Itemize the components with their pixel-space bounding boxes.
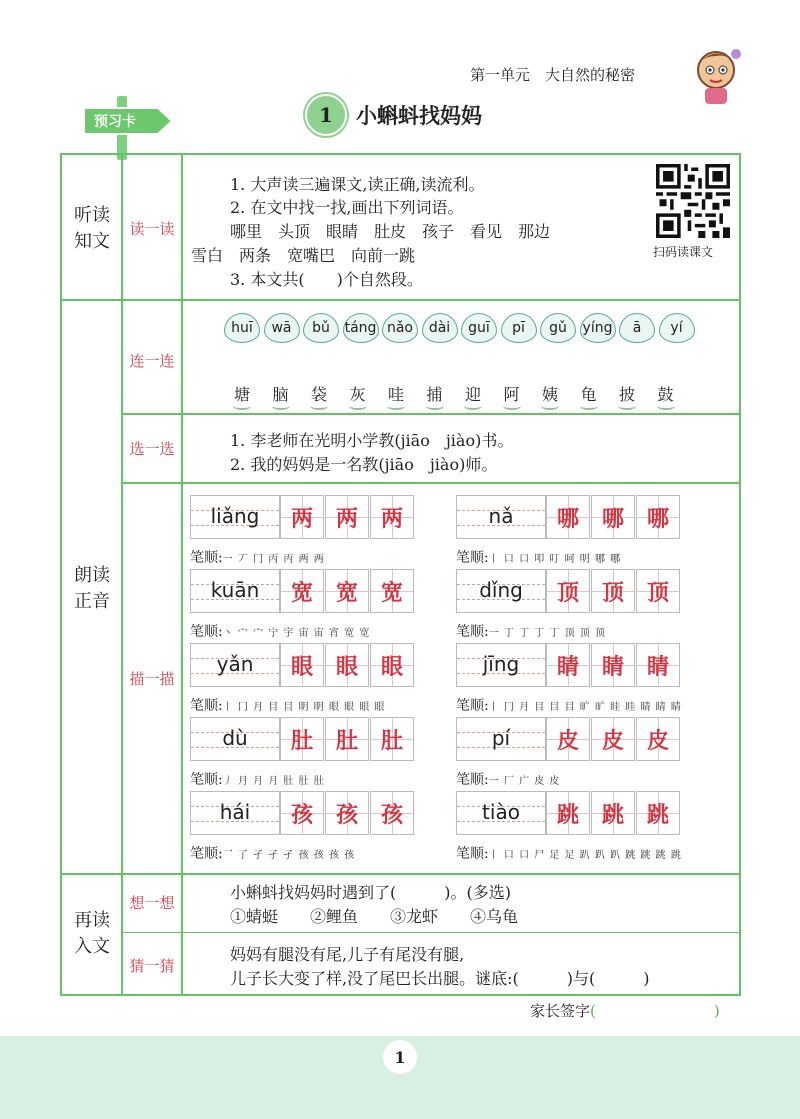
divider <box>123 413 739 415</box>
stroke-order <box>190 547 325 567</box>
hanzi-word[interactable]: 姨 <box>541 385 558 404</box>
stroke-sequence: 丿 月 月 月 肚 肚 肚 <box>222 776 325 787</box>
stroke-sequence: 丨 冂 月 目 目 目 旷 旷 眭 眭 睛 睛 睛 <box>488 702 682 713</box>
parent-signature[interactable] <box>530 1000 720 1021</box>
reading-line-2: 2. 在文中找一找,画出下列词语。 <box>230 198 464 217</box>
hanzi-word[interactable]: 哇 <box>387 385 404 404</box>
char-tracing-box[interactable]: 睛 <box>636 643 680 687</box>
think-question: 小蝌蚪找妈妈时遇到了( )。(多选) <box>230 883 511 902</box>
char-tracing-box[interactable]: 两 <box>280 495 324 539</box>
stroke-order <box>190 621 370 641</box>
sprout-icon <box>541 402 559 410</box>
char-tracing-box[interactable]: 顶 <box>546 569 590 613</box>
tag-label: 预习卡 <box>94 114 136 130</box>
char-tracing-box[interactable]: 跳 <box>591 791 635 835</box>
qr-code-icon[interactable] <box>656 164 730 238</box>
hanzi-word[interactable]: 阿 <box>503 385 520 404</box>
qr-caption: 扫码读课文 <box>653 245 714 259</box>
stroke-order <box>456 843 682 863</box>
pinyin-leaf[interactable]: guī <box>461 313 497 343</box>
pinyin-text: jīng <box>482 652 520 676</box>
stroke-label: 笔顺: <box>190 846 223 862</box>
char-tracing-box[interactable]: 眼 <box>280 643 324 687</box>
char-tracing-box[interactable]: 宽 <box>370 569 414 613</box>
stroke-label: 笔顺: <box>190 698 223 714</box>
divider <box>123 932 739 933</box>
pinyin-text: yǎn <box>216 652 254 676</box>
stroke-order <box>456 769 560 789</box>
stroke-order <box>456 547 621 567</box>
pinyin-box <box>456 569 546 613</box>
divider <box>181 155 183 994</box>
lesson-number: 1 <box>305 94 347 136</box>
pinyin-leaf[interactable]: táng <box>343 313 379 343</box>
stroke-sequence: 一 丁 丁 丁 丁 顶 顶 顶 <box>488 628 606 639</box>
char-tracing-box[interactable]: 皮 <box>636 717 680 761</box>
pinyin-text: dù <box>222 726 248 750</box>
pinyin-leaf[interactable]: huī <box>224 313 260 343</box>
pinyin-leaf[interactable]: dài <box>422 313 458 343</box>
page-number: 1 <box>383 1040 417 1074</box>
sprout-icon <box>503 402 521 410</box>
char-tracing-box[interactable]: 孩 <box>280 791 324 835</box>
stroke-order <box>190 843 355 863</box>
stroke-label: 笔顺: <box>456 624 489 640</box>
pinyin-leaf[interactable]: yí <box>659 313 695 343</box>
lesson-title: 小蝌蚪找妈妈 <box>356 103 482 128</box>
guess-line-1: 妈妈有腿没有尾,儿子有尾没有腿, <box>230 945 465 964</box>
reading-line-1: 1. 大声读三遍课文,读正确,读流利。 <box>230 175 485 194</box>
reading-words-1: 哪里 头顶 眼睛 肚皮 孩子 看见 那边 <box>230 222 551 241</box>
char-tracing-box[interactable]: 肚 <box>280 717 324 761</box>
hanzi-word[interactable]: 袋 <box>310 385 327 404</box>
pinyin-box <box>456 791 546 835</box>
preview-card-tag <box>82 106 174 136</box>
char-tracing-box[interactable]: 宽 <box>280 569 324 613</box>
sprout-icon <box>580 402 598 410</box>
sprout-icon <box>618 402 636 410</box>
sprout-icon <box>426 402 444 410</box>
char-tracing-box[interactable]: 睛 <box>591 643 635 687</box>
sublabel-trace: 描一描 <box>129 670 175 688</box>
stroke-label: 笔顺: <box>456 698 489 714</box>
char-tracing-box[interactable]: 肚 <box>370 717 414 761</box>
divider <box>123 482 739 484</box>
hanzi-word[interactable]: 迎 <box>464 385 481 404</box>
char-tracing-box[interactable]: 皮 <box>591 717 635 761</box>
pinyin-leaf[interactable]: wā <box>264 313 300 343</box>
char-tracing-box[interactable]: 眼 <box>370 643 414 687</box>
pinyin-box <box>190 495 280 539</box>
pinyin-leaf[interactable]: pī <box>501 313 537 343</box>
stroke-sequence: 丨 口 口 尸 足 足 趴 趴 趴 跳 跳 跳 跳 <box>488 850 682 861</box>
section-read-aloud: 朗读 正音 <box>74 565 110 612</box>
sign-label: 家长签字 <box>530 1002 591 1020</box>
hanzi-word[interactable]: 捕 <box>426 385 443 404</box>
char-tracing-box[interactable]: 皮 <box>546 717 590 761</box>
stroke-order <box>456 621 606 641</box>
char-tracing-box[interactable]: 睛 <box>546 643 590 687</box>
reading-words-2: 雪白 两条 宽嘴巴 向前一跳 <box>191 246 416 265</box>
unit-title: 第一单元 大自然的秘密 <box>470 66 636 84</box>
char-tracing-box[interactable]: 宽 <box>325 569 369 613</box>
hanzi-word[interactable]: 披 <box>618 385 635 404</box>
pinyin-text: nǎ <box>488 504 514 528</box>
sprout-icon <box>349 402 367 410</box>
hanzi-word[interactable]: 鼓 <box>657 385 674 404</box>
sublabel-read: 读一读 <box>129 220 175 238</box>
stroke-sequence: 丶 宀 宀 宁 宇 宙 宙 宵 宽 宽 <box>222 628 371 639</box>
char-tracing-box[interactable]: 顶 <box>636 569 680 613</box>
choose-line-2: 2. 我的妈妈是一名教(jiāo jiào)师。 <box>230 455 498 474</box>
sprout-icon <box>657 402 675 410</box>
char-tracing-box[interactable]: 哪 <box>591 495 635 539</box>
sublabel-guess: 猜一猜 <box>129 957 175 975</box>
char-tracing-box[interactable]: 顶 <box>591 569 635 613</box>
stroke-label: 笔顺: <box>190 624 223 640</box>
mascot-icon <box>688 44 744 108</box>
sprout-icon <box>464 402 482 410</box>
char-tracing-box[interactable]: 跳 <box>636 791 680 835</box>
stroke-sequence: 一 厂 广 皮 皮 <box>488 776 561 787</box>
char-tracing-box[interactable]: 哪 <box>546 495 590 539</box>
char-tracing-box[interactable]: 两 <box>325 495 369 539</box>
divider <box>62 299 739 301</box>
sublabel-think: 想一想 <box>129 894 175 912</box>
section-listen-read: 听读 知文 <box>74 205 110 252</box>
section-reread: 再读 入文 <box>74 910 110 957</box>
sprout-icon <box>272 402 290 410</box>
pinyin-leaf[interactable]: gǔ <box>540 313 576 343</box>
char-tracing-box[interactable]: 肚 <box>325 717 369 761</box>
stroke-order <box>190 769 325 789</box>
hanzi-word[interactable]: 塘 <box>233 385 250 404</box>
pinyin-text: pí <box>491 726 511 750</box>
sprout-icon <box>310 402 328 410</box>
pinyin-box <box>190 569 280 613</box>
choose-line-1: 1. 李老师在光明小学教(jiāo jiào)书。 <box>230 431 514 450</box>
stroke-sequence: 一 丆 冂 丙 丙 两 两 <box>222 554 325 565</box>
pinyin-box <box>456 643 546 687</box>
sprout-icon <box>233 402 251 410</box>
divider <box>62 873 739 875</box>
pinyin-box <box>190 643 280 687</box>
sprout-icon <box>387 402 405 410</box>
stroke-order <box>456 695 682 715</box>
stroke-sequence: 乛 了 孑 孑 孑 孩 孩 孩 孩 <box>222 850 356 861</box>
pinyin-box <box>190 791 280 835</box>
pinyin-text: liǎng <box>210 504 260 528</box>
stroke-label: 笔顺: <box>456 846 489 862</box>
reading-line-3: 3. 本文共( )个自然段。 <box>230 270 423 289</box>
char-tracing-box[interactable]: 跳 <box>546 791 590 835</box>
pinyin-leaf[interactable]: bǔ <box>303 313 339 343</box>
stroke-order <box>190 695 386 715</box>
char-tracing-box[interactable]: 孩 <box>370 791 414 835</box>
char-tracing-box[interactable]: 哪 <box>636 495 680 539</box>
char-tracing-box[interactable]: 眼 <box>325 643 369 687</box>
sign-close: ) <box>713 1002 720 1020</box>
pinyin-box <box>190 717 280 761</box>
guess-line-2: 儿子长大变了样,没了尾巴长出腿。谜底:( )与( ) <box>230 969 650 988</box>
stroke-label: 笔顺: <box>456 550 489 566</box>
pinyin-text: dǐng <box>479 578 523 602</box>
stroke-sequence: 丨 口 口 叩 叮 呵 明 哪 哪 <box>488 554 622 565</box>
hanzi-word[interactable]: 灰 <box>349 385 366 404</box>
hanzi-word[interactable]: 龟 <box>580 385 597 404</box>
pinyin-leaf[interactable]: nǎo <box>382 313 418 343</box>
pinyin-text: tiào <box>482 800 520 824</box>
pinyin-box <box>456 717 546 761</box>
pinyin-text: kuān <box>210 578 260 602</box>
sign-open: ( <box>590 1002 596 1020</box>
char-tracing-box[interactable]: 两 <box>370 495 414 539</box>
think-options: ①蜻蜓 ②鲤鱼 ③龙虾 ④乌龟 <box>230 907 519 926</box>
stroke-label: 笔顺: <box>190 550 223 566</box>
char-tracing-box[interactable]: 孩 <box>325 791 369 835</box>
pinyin-leaf[interactable]: ā <box>619 313 655 343</box>
pinyin-leaf[interactable]: yíng <box>580 313 616 343</box>
hanzi-word[interactable]: 脑 <box>272 385 289 404</box>
stroke-label: 笔顺: <box>456 772 489 788</box>
stroke-sequence: 丨 冂 月 目 目 眀 眀 眼 眼 眼 眼 <box>222 702 386 713</box>
sublabel-choose: 选一选 <box>129 440 175 458</box>
pinyin-box <box>456 495 546 539</box>
stroke-label: 笔顺: <box>190 772 223 788</box>
sublabel-connect: 连一连 <box>129 352 175 370</box>
pinyin-text: hái <box>219 800 251 824</box>
